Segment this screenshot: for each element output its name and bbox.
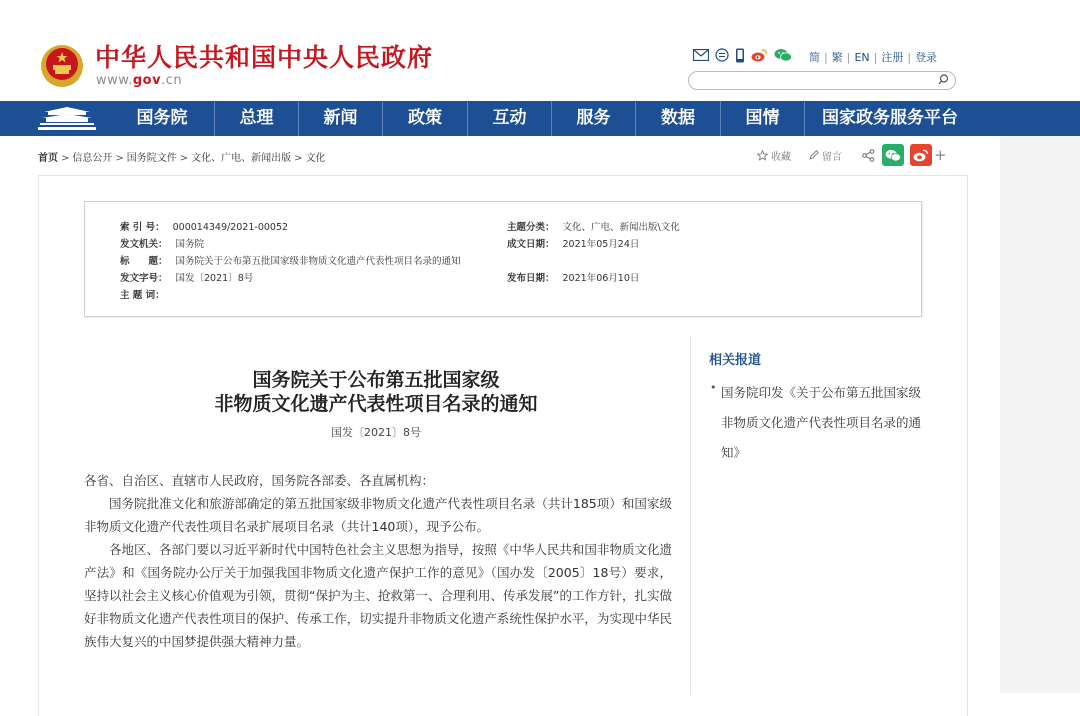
header-icon-group	[693, 47, 792, 63]
nav-item-news[interactable]: 新闻	[298, 101, 382, 136]
url-domain: gov	[132, 73, 162, 88]
meta-pub-date-label: 发布日期：	[507, 273, 555, 284]
meta-docno-value: 国发〔2021〕8号	[175, 273, 254, 284]
article-title	[84, 368, 668, 416]
meta-date-written-value: 2021年05月24日	[562, 239, 640, 250]
nav-item-services[interactable]: 服务	[551, 101, 635, 136]
article-paragraph: 国务院批准文化和旅游部确定的第五批国家级非物质文化遗产代表性项目名录（共计185项）和国家级非物质文化遗产代表性项目名录扩展项目名录（共计140项），现予公布。	[84, 496, 672, 534]
meta-pub-date-value: 2021年06月10日	[562, 273, 640, 284]
article-salutation: 各省、自治区、直辖市人民政府，国务院各部委、各直属机构：	[84, 473, 435, 488]
meta-keywords-row	[120, 287, 173, 301]
sidebar-divider	[690, 335, 691, 695]
nav-item-data[interactable]: 数据	[635, 101, 720, 136]
article-body	[84, 469, 672, 653]
meta-category-value: 文化、广电、新闻出版\文化	[562, 222, 680, 233]
search-box	[688, 71, 956, 90]
nav-item-gov-service-platform[interactable]: 国家政务服务平台	[804, 101, 975, 136]
breadcrumb-culture-media[interactable]: 文化、广电、新闻出版	[191, 153, 292, 164]
meta-category-label: 主题分类：	[507, 222, 555, 233]
site-title[interactable]: 中华人民共和国中央人民政府	[95, 43, 434, 72]
favorite-button[interactable]	[757, 148, 791, 163]
meta-pub-date-row	[507, 270, 639, 284]
register-link[interactable]: 注册	[881, 51, 904, 64]
document-metadata-table	[84, 201, 922, 317]
share-button[interactable]	[860, 144, 876, 166]
comment-label: 留言	[822, 151, 842, 163]
traditional-chinese-link[interactable]: 繁	[831, 51, 843, 64]
pen-icon	[809, 150, 819, 160]
meta-date-written-label: 成文日期：	[507, 239, 555, 250]
main-nav	[0, 101, 1080, 136]
related-reports-heading: 相关报道	[709, 353, 762, 368]
breadcrumb-home[interactable]: 首页	[38, 153, 58, 164]
meta-issuer-label: 发文机关：	[120, 239, 168, 250]
tiananmen-logo-icon[interactable]	[36, 106, 98, 132]
nav-item-state-council[interactable]: 国务院	[136, 108, 188, 128]
nav-item-interaction[interactable]: 互动	[467, 101, 551, 136]
meta-index-value: 000014349/2021-00052	[172, 222, 289, 233]
weibo-share-button[interactable]	[910, 144, 932, 166]
meta-index-label: 索 引 号：	[120, 222, 165, 233]
wechat-icon[interactable]	[774, 48, 792, 62]
more-share-icon[interactable]: +	[934, 146, 947, 164]
nav-item-national-info[interactable]: 国情	[720, 101, 804, 136]
breadcrumb-state-council-docs[interactable]: 国务院文件	[126, 153, 177, 164]
meta-index-row	[120, 219, 288, 233]
weibo-share-icon	[913, 149, 929, 162]
related-report-link[interactable]: 国务院印发《关于公布第五批国家级非物质文化遗产代表性项目名录的通知》	[721, 385, 922, 460]
meta-keywords-label: 主 题 词：	[120, 290, 165, 301]
message-icon[interactable]	[715, 48, 729, 62]
favorite-label: 收藏	[771, 151, 791, 163]
mail-icon[interactable]	[693, 49, 709, 61]
url-prefix: www.	[96, 73, 133, 88]
search-icon[interactable]	[938, 74, 949, 85]
bullet-icon: •	[710, 381, 717, 394]
meta-issuer-row	[120, 236, 204, 250]
meta-title-row	[120, 253, 461, 267]
meta-category-row	[507, 219, 680, 233]
meta-title-label: 标 题：	[120, 256, 168, 267]
right-gutter	[1000, 136, 1080, 693]
star-icon	[757, 150, 768, 161]
weibo-icon[interactable]	[751, 48, 768, 62]
header-links: 简 | 繁 | EN | 注册 | 登录	[809, 51, 938, 64]
national-emblem-icon[interactable]	[40, 44, 84, 88]
article-tools	[757, 144, 947, 166]
nav-item-policy[interactable]: 政策	[382, 101, 467, 136]
site-header	[0, 0, 1080, 101]
breadcrumb: 首页 > 信息公开 > 国务院文件 > 文化、广电、新闻出版 > 文化	[38, 153, 326, 164]
simplified-chinese-link[interactable]: 简	[809, 51, 820, 64]
meta-docno-label: 发文字号：	[120, 273, 168, 284]
meta-title-value: 国务院关于公布第五批国家级非物质文化遗产代表性项目名录的通知	[175, 256, 461, 267]
breadcrumb-culture[interactable]: 文化	[305, 153, 326, 164]
article-title-line2: 非物质文化遗产代表性项目名录的通知	[214, 393, 538, 415]
breadcrumb-info-public[interactable]: 信息公开	[72, 153, 113, 164]
article-title-line1: 国务院关于公布第五批国家级	[252, 369, 500, 391]
search-input[interactable]	[699, 73, 919, 87]
english-link[interactable]: EN	[854, 51, 870, 64]
site-url	[96, 73, 182, 88]
meta-issuer-value: 国务院	[175, 239, 205, 250]
nav-items	[110, 101, 975, 136]
article-doc-number: 国发〔2021〕8号	[331, 426, 421, 439]
meta-docno-row	[120, 270, 253, 284]
wechat-share-button[interactable]	[882, 144, 904, 166]
share-icon	[862, 149, 875, 162]
nav-item-premier[interactable]: 总理	[214, 101, 298, 136]
mobile-icon[interactable]	[735, 48, 745, 63]
wechat-share-icon	[885, 149, 901, 162]
url-suffix: .cn	[161, 73, 183, 88]
comment-button[interactable]	[809, 148, 842, 163]
login-link[interactable]: 登录	[915, 51, 938, 64]
meta-date-written-row	[507, 236, 639, 250]
article-paragraph: 各地区、各部门要以习近平新时代中国特色社会主义思想为指导，按照《中华人民共和国非物质文化遗产法》和《国务院办公厅关于加强我国非物质文化遗产保护工作的意见》（国办发〔2005〕18号）要求，坚持以社会主义核心价值观为引领，贯彻“保护为主、抢救第一、合理利用、传承发展”的工作方针，扎实做好非物质文化遗产代表性项目的保护、传承工作，切实提升非物质文化遗产系统性保护水平，为实现中华民族伟大复兴的中国梦提供强大精神力量。	[84, 542, 672, 649]
